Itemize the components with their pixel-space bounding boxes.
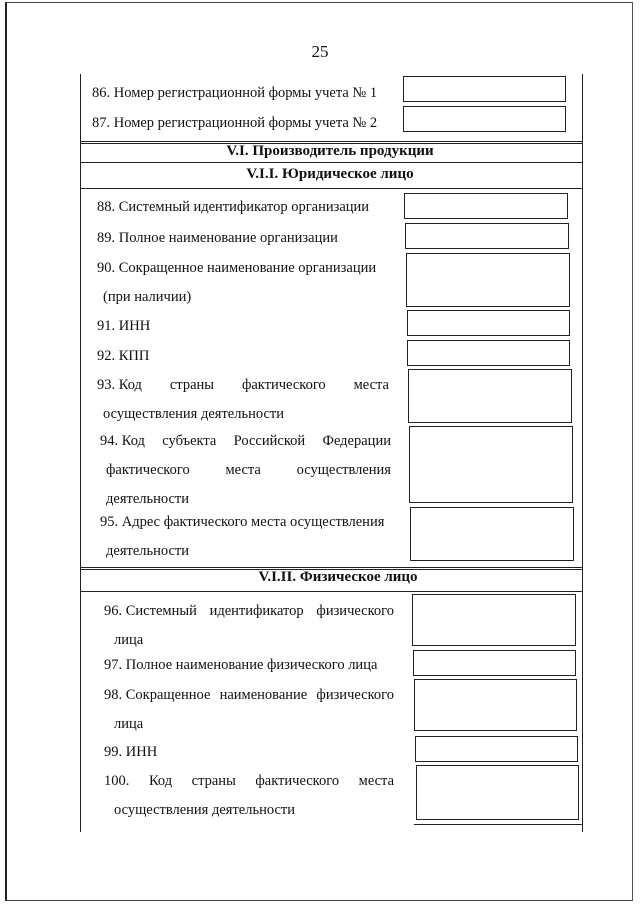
section-vi-bottom-rule [80,162,583,163]
section-vi-title: V.I. Производитель продукции [226,143,434,159]
field-87-input[interactable] [403,106,566,132]
field-91-input[interactable] [407,310,570,336]
field-98-label: 98. Сокращенное наименование физического лица [104,687,394,732]
field-89-input[interactable] [405,223,569,249]
section-vi1-bottom-rule [80,188,583,189]
field-95-input[interactable] [410,507,574,561]
field-100-input[interactable] [416,765,579,820]
section-vi2-bottom-rule [80,591,583,592]
field-91-label: 91. ИНН [97,318,151,334]
field-86-label: 86. Номер регистрационной формы учета № 1 [92,85,378,101]
field-88-label: 88. Системный идентификатор организации [97,199,370,215]
field-88-input[interactable] [404,193,568,219]
field-90-input[interactable] [406,253,570,307]
field-97-label: 97. Полное наименование физического лица [104,657,378,673]
field-87-label: 87. Номер регистрационной формы учета № 2 [92,115,378,131]
section-vi2-title: V.I.II. Физическое лицо [258,569,418,585]
field-99-input[interactable] [415,736,578,762]
field-89-label: 89. Полное наименование организации [97,230,338,246]
page-number: 25 [311,42,329,61]
field-97-input[interactable] [413,650,576,676]
field-99-label: 99. ИНН [104,744,158,760]
field-95-label: 95. Адрес фактического места осуществления деятельности [100,514,385,559]
field-98-input[interactable] [414,679,577,731]
field-94-input[interactable] [409,426,573,503]
field-93-label: 93. Код страны фактического места осуществления деятельности [97,377,389,422]
table-bottom-rule [414,824,582,825]
field-92-input[interactable] [407,340,570,366]
field-90-label: 90. Сокращенное наименование организации (при наличии) [97,260,377,305]
section-vi1-title: V.I.I. Юридическое лицо [246,166,414,182]
field-92-label: 92. КПП [97,348,150,364]
section-vi2-top-rule [80,567,583,568]
field-94-label: 94. Код субъекта Российской Федерации фактического места осуществления деятельности [100,433,391,507]
field-93-input[interactable] [408,369,572,423]
field-96-label: 96. Системный идентификатор физического лица [104,603,394,648]
field-96-input[interactable] [412,594,576,646]
section-vi-top-rule [80,141,583,142]
field-100-label: 100. Код страны фактического места осуществления деятельности [104,773,394,818]
field-86-input[interactable] [403,76,566,102]
